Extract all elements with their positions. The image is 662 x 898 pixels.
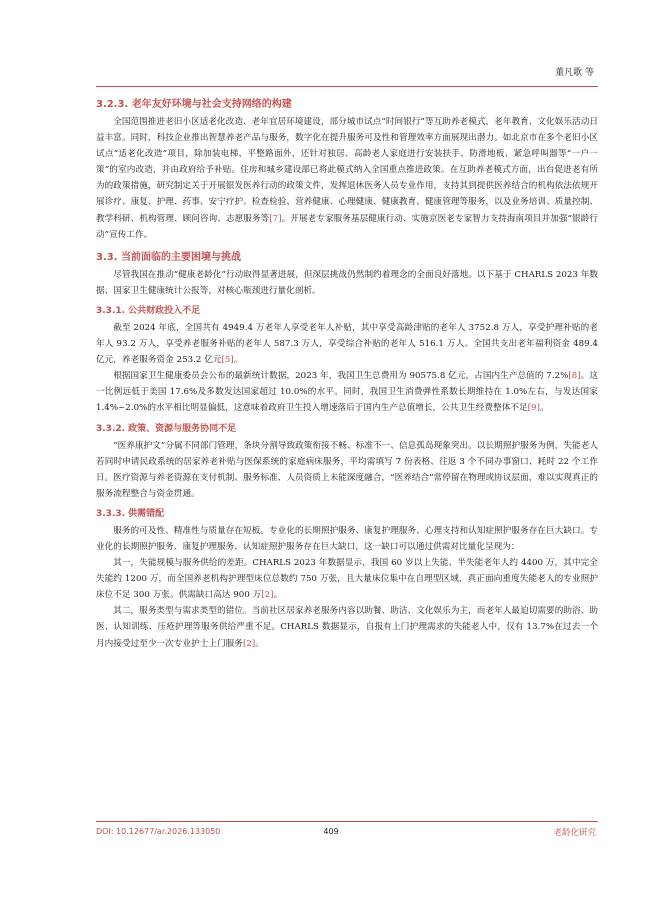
footer-page-number: 409 [323, 827, 339, 836]
citation-link[interactable]: [8] [568, 371, 581, 382]
paragraph-text: 其二，服务类型与需求类型的错位。当前社区居家养老服务内容以助餐、助洁、文化娱乐为主，而老年人最迫切需要的助浴、助医、认知训练、压疮护理等服务供给严重不足。CHARLS 数据显示，自报有上门护理需求的失能老人中，仅有 13.7%在过去一个月内接受过至少一次专业护士上门服务 [96, 606, 598, 649]
paragraph-3-3-3-1: 服务的可及性、精准性与质量存在短板。专业化的长期照护服务、康复护理服务、心理支持和认知症照护服务存在巨大缺口。专业化的长期照护服务、康复护理服务、认知症照护服务存在巨大缺口，这一缺口可以通过供需对比量化呈现为： [96, 525, 598, 552]
paragraph-text: 。 [273, 590, 283, 601]
main-content [96, 97, 598, 652]
section-heading-3-3-3: 3.3.3. 供需错配 [96, 508, 165, 519]
section-heading-3-2-3: 3.2.3. 老年友好环境与社会支持网络的构建 [96, 99, 292, 110]
header-rule [96, 86, 598, 87]
citation-link[interactable]: [2] [242, 638, 256, 649]
paragraph-text: 截至 2024 年底，全国共有 4949.4 万老年人享受老年人补贴，其中享受高龄津贴的老年人 3752.8 万人，享受护理补贴的老年人 93.2 万人，享受养老服务补贴的老年人 587.3 万人，享受综合补贴的老年人 516.1 万人。全国共支出老年福利资金 489.4 亿元，养老服务资金 253.2 亿元 [96, 322, 598, 366]
paragraph-3-3-1-2 [96, 368, 598, 416]
paragraph-3-3-3-3 [96, 603, 598, 651]
paragraph-text: 。 [255, 638, 264, 649]
paragraph-text: 。 [539, 403, 549, 414]
footer-journal-name: 老龄化研究 [553, 828, 596, 838]
paragraph-text: 。这一比例远低于美国 17.6%及多数发达国家超过 10.0%的水平。同时，我国卫生消费弹性系数长期维持在 1.0%左右，与发达国家 1.4%~2.0%的水平相比明显偏低，这意味着政府卫生投入增速落后于国内生产总值增长，公共卫生经费整体不足 [96, 371, 599, 414]
paragraph-3-3-1-1 [96, 320, 598, 368]
citation-link[interactable]: [9] [527, 403, 540, 414]
running-head-authors: 董凡歌 等 [555, 68, 594, 78]
citation-link[interactable]: [7] [269, 213, 282, 224]
section-heading-3-3-2: 3.3.2. 政策、资源与服务协同不足 [96, 423, 237, 434]
section-heading-3-3-1: 3.3.1. 公共财政投入不足 [96, 305, 201, 316]
footer-rule [96, 821, 598, 822]
paragraph-text: 全国范围推进老旧小区适老化改造、老年宜居环境建设，部分城市试点“时间银行”等互助养老模式，老年教育、文化娱乐活动日益丰富。同时，科技企业推出智慧养老产品与服务，数字化在提升服务可及性和管理效率方面展现出潜力。如北京市在多个老旧小区试点“适老化改造”项目，除加装电梯、平整路面外，还针对独居、高龄老人家庭进行安装扶手、防滑地板、紧急呼叫器等“一户一策”的室内改造，并由政府给予补贴。住房和城乡建设部已将此模式纳入全国重点推进政策。在互助养老模式方面，出台促进老有所为的政策措施，研究制定关于开展银发医养行动的政策文件，发挥退休医务人员专业作用，支持其到提供医养结合的机构依法依规开展诊疗、康复、护理、药事、安宁疗护、检查检验、营养健康、心理健康、健康教育、健康管理等服务，以及业务培训、质量控制、教学科研、机构管理、顾问咨询、志愿服务等 [96, 117, 598, 224]
paragraph-text: 。开展老专家服务基层健康行动、实施京医老专家智力支持海南项目并加强“银龄行动”宣传工作。 [96, 213, 598, 240]
paragraph-3-3-1: 尽管我国在推动“健康老龄化”行动取得显著进展，但深层挑战仍然制约着理念的全面良好落地。以下基于 CHARLS 2023 年数据、国家卫生健康统计公报等，对核心瓶颈进行量化剖析。 [96, 269, 598, 296]
paragraph-text: 其一，失能规模与服务供给的差距。CHARLS 2023 年数据显示，我国 60 岁以上失能、半失能老年人约 4400 万，其中完全失能约 1200 万，而全国养老机构护理型床位总数约 750 万张，且大量床位集中在自理型区域，真正面向重度失能老人的专业照护床位不足 300 万张。供需缺口高达 900 万 [96, 558, 598, 601]
paragraph-text: 根据国家卫生健康委员会公布的最新统计数据，2023 年，我国卫生总费用为 90575.8 亿元，占国内生产总值的 7.2% [113, 371, 569, 382]
citation-link[interactable]: [5] [221, 355, 234, 366]
paragraph-3-3-2-1: “医养康护文”分属不同部门管理，条块分割导致政策衔接不畅、标准不一、信息孤岛现象突出。以长期照护服务为例，失能老人若同时申请民政系统的居家养老补贴与医保系统的家庭病床服务，平均需填写 7 份表格、往返 3 个不同办事窗口、耗时 22 个工作日。医疗资源与养老资源在支付机制、服务标准、人员资质上未能深度融合，“医养结合”常停留在物理或协议层面，难以实现真正的服务流程整合与资金贯通。 [96, 440, 598, 499]
paragraph-3-3-3-2 [96, 555, 598, 603]
footer-doi: DOI: 10.12677/ar.2026.133050 [96, 827, 221, 836]
section-heading-3-3: 3.3. 当前面临的主要困境与挑战 [96, 251, 241, 263]
citation-link[interactable]: [2] [261, 590, 274, 601]
paragraph-text: 。 [233, 355, 243, 366]
paragraph-3-2-3-1 [96, 114, 598, 243]
